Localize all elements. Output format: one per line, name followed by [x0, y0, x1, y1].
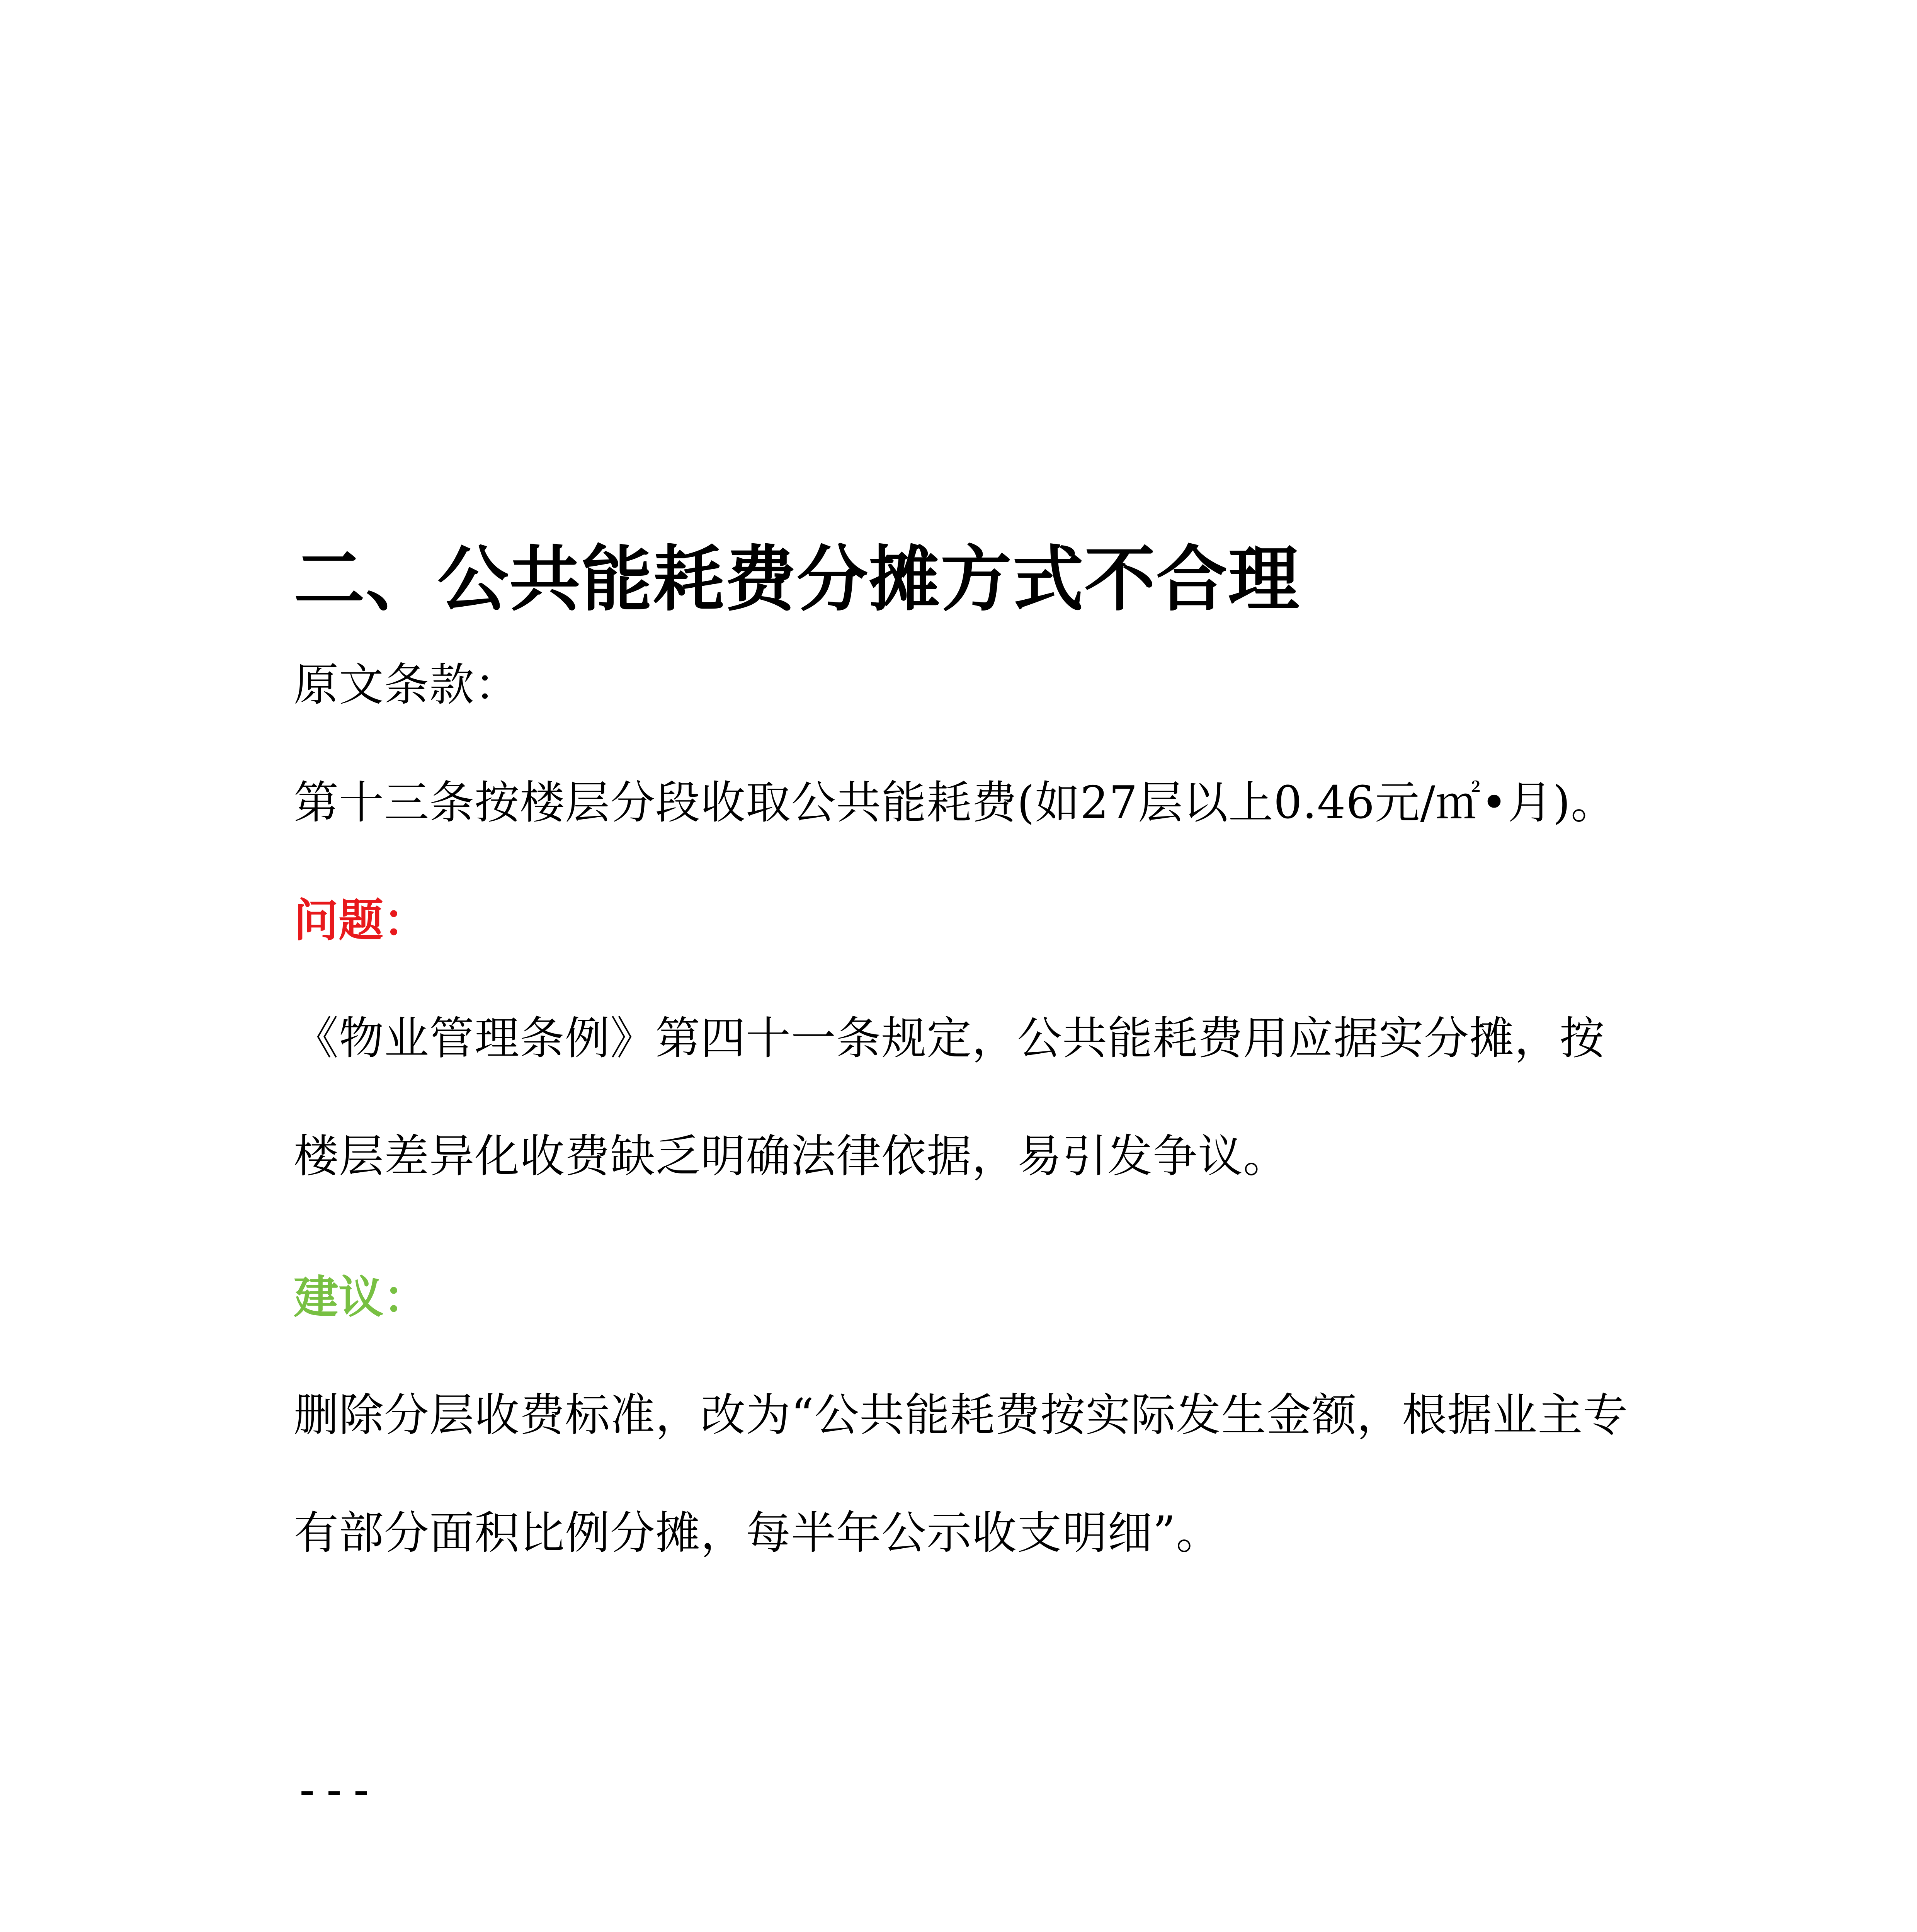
advice-label: 建议：: [294, 1271, 428, 1323]
problem-label: 问题：: [294, 895, 428, 947]
advice-text: 删除分层收费标准，改为“公共能耗费按实际发生金额，根据业主专有部分面积比例分摊，每半年公示收支明细”。: [294, 1389, 1628, 1559]
document-body: [294, 529, 1646, 1826]
original-clause-label: 原文条款：: [294, 659, 520, 711]
section-separator: ---: [294, 1764, 375, 1816]
original-clause-text: 第十三条按楼层分段收取公共能耗费(如27层以上0.46元/㎡•月)。: [294, 777, 1616, 829]
problem-text: 《物业管理条例》第四十一条规定，公共能耗费用应据实分摊，按楼层差异化收费缺乏明确法律依据，易引发争议。: [294, 1012, 1605, 1182]
section-heading: 二、公共能耗费分摊方式不合理: [294, 538, 1300, 621]
